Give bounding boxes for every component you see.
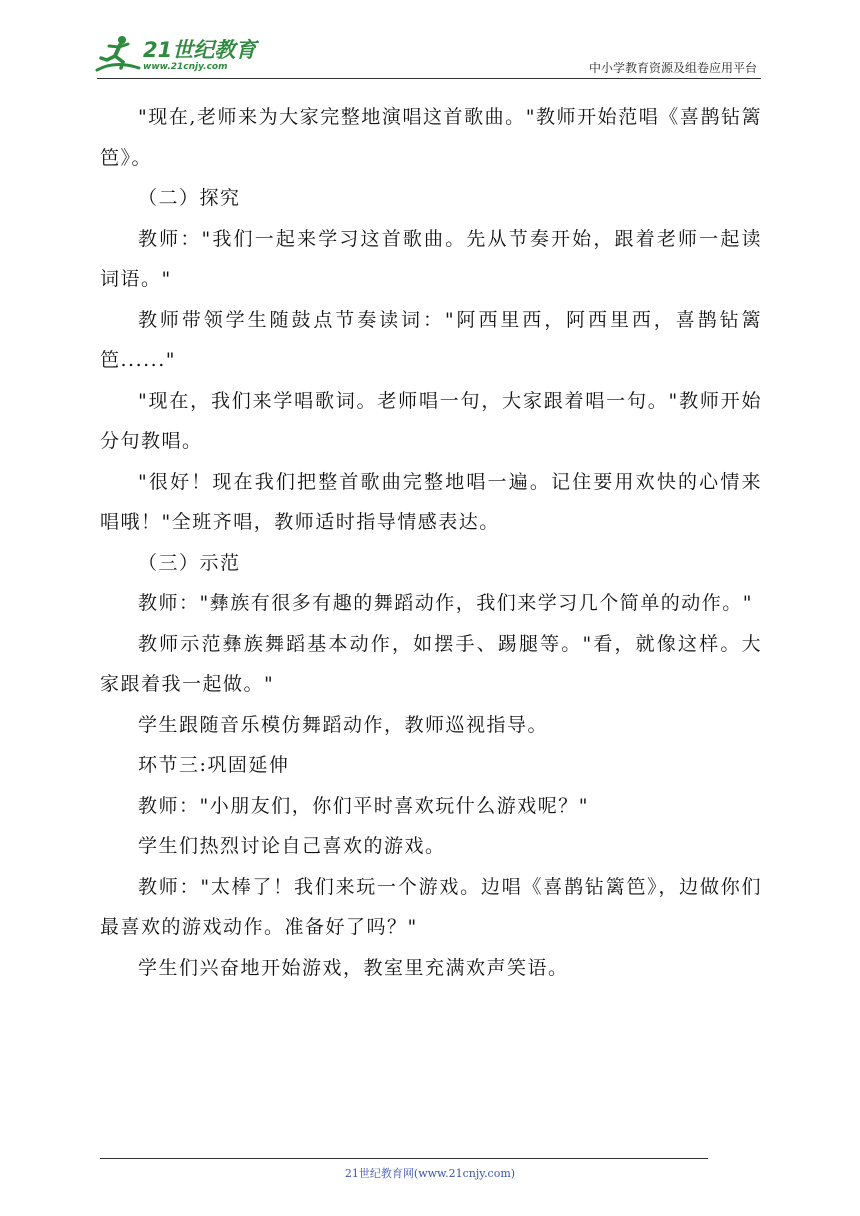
paragraph: "现在，我们来学唱歌词。老师唱一句，大家跟着唱一句。"教师开始分句教唱。 bbox=[100, 389, 762, 452]
paragraph: 学生们热烈讨论自己喜欢的游戏。 bbox=[138, 835, 446, 857]
paragraph: "现在,老师来为大家完整地演唱这首歌曲。"教师开始范唱《喜鹊钻篱笆》。 bbox=[100, 106, 762, 169]
page-header bbox=[0, 0, 860, 86]
document-body bbox=[100, 97, 762, 988]
paragraph: 教师带领学生随鼓点节奏读词："阿西里西，阿西里西，喜鹊钻篱笆......" bbox=[100, 308, 762, 371]
runner-logo-icon bbox=[95, 34, 141, 78]
page-footer: 21世纪教育网(www.21cnjy.com) bbox=[344, 1167, 516, 1180]
logo-url: www.21cnjy.com bbox=[143, 62, 228, 72]
paragraph: 教师："我们一起来学习这首歌曲。先从节奏开始，跟着老师一起读词语。" bbox=[100, 227, 762, 290]
paragraph: 教师："太棒了！我们来玩一个游戏。边唱《喜鹊钻篱笆》，边做你们最喜欢的游戏动作。准备好了吗？" bbox=[100, 875, 762, 938]
section-heading: （二）探究 bbox=[138, 187, 241, 209]
logo-text: 21世纪教育 bbox=[143, 38, 257, 62]
footer-divider bbox=[100, 1158, 708, 1159]
paragraph: 教师："小朋友们，你们平时喜欢玩什么游戏呢？" bbox=[138, 794, 589, 817]
section-heading: 环节三:巩固延伸 bbox=[138, 754, 290, 776]
platform-tagline: 中小学教育资源及组卷应用平台 bbox=[588, 61, 757, 75]
paragraph: "很好！现在我们把整首歌曲完整地唱一遍。记住要用欢快的心情来唱哦！"全班齐唱，教师适时指导情感表达。 bbox=[100, 470, 762, 533]
paragraph: 学生跟随音乐模仿舞蹈动作，教师巡视指导。 bbox=[138, 713, 549, 736]
paragraph: 学生们兴奋地开始游戏，教室里充满欢声笑语。 bbox=[138, 956, 569, 979]
logo bbox=[95, 34, 270, 78]
paragraph: 教师："彝族有很多有趣的舞蹈动作，我们来学习几个简单的动作。" bbox=[138, 592, 753, 614]
paragraph: 教师示范彝族舞蹈基本动作，如摆手、踢腿等。"看，就像这样。大家跟着我一起做。" bbox=[100, 632, 762, 695]
header-divider bbox=[97, 78, 761, 79]
section-heading: （三）示范 bbox=[138, 551, 241, 574]
